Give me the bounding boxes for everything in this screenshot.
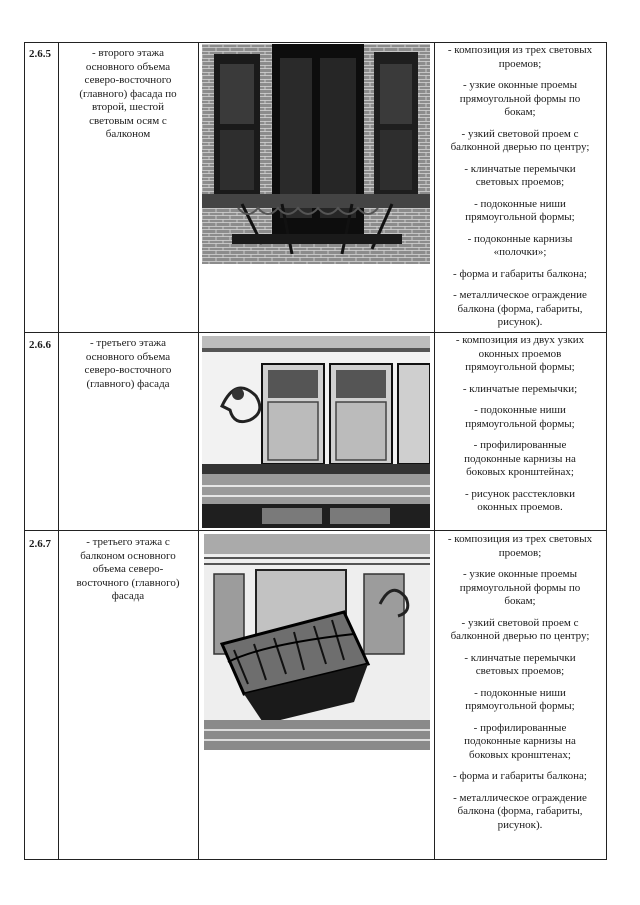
- row-number: 2.6.5: [29, 48, 51, 60]
- list-item: - композиция из трех световых проемов;: [447, 533, 593, 559]
- list-item: - подоконные ниши прямоугольной формы;: [465, 686, 575, 712]
- row-description: - третьего этажа с балконом основного объема северо- восточного (главного) фасада: [76, 536, 180, 602]
- row-features: [436, 334, 604, 523]
- list-item: - подоконные ниши прямоугольной формы;: [465, 404, 575, 430]
- row-description: - второго этажа основного объема северо-восточного (главного) фасада по второй, шестой световым осям с балконом: [79, 47, 177, 140]
- list-item: - металлическое ограждение балкона (форма, габариты, рисунок).: [453, 289, 587, 328]
- list-item: - узкий световой проем с балконной дверью по центру;: [450, 616, 590, 642]
- list-item: - подоконные карнизы «полочки»;: [467, 232, 573, 258]
- list-item: - узкий световой проем с балконной дверью по центру;: [450, 127, 590, 153]
- row-number: 2.6.7: [29, 538, 51, 550]
- balcony-photo: [204, 534, 430, 750]
- row-features: [436, 533, 604, 840]
- list-item: - композиция из двух узких оконных проемов прямоугольной формы;: [455, 334, 585, 373]
- row-number: 2.6.6: [29, 339, 51, 351]
- list-item: - клинчатые перемычки световых проемов;: [464, 651, 576, 677]
- list-item: - металлическое ограждение балкона (форма, габариты, рисунок).: [453, 791, 587, 831]
- list-item: - рисунок расстекловки оконных проемов.: [464, 487, 576, 513]
- list-item: - композиция из трех световых проемов;: [447, 44, 593, 70]
- column-divider-1: [58, 42, 59, 859]
- list-item: - форма и габариты балкона;: [453, 770, 587, 782]
- list-item: - узкие оконные проемы прямоугольной формы по бокам;: [459, 568, 581, 607]
- list-item: - клинчатые перемычки световых проемов;: [464, 162, 576, 188]
- list-item: - форма и габариты балкона;: [453, 267, 587, 280]
- facade-windows-photo: [202, 336, 430, 528]
- list-item: - профилированные подоконные карнизы на боковых кронштейнах;: [464, 439, 576, 478]
- list-item: - профилированные подоконные карнизы на боковых кронштенах;: [464, 721, 576, 761]
- balcony-window-photo: [202, 44, 430, 264]
- list-item: - подоконные ниши прямоугольной формы;: [465, 197, 575, 223]
- row-features: [436, 44, 604, 338]
- list-item: - узкие оконные проемы прямоугольной формы по бокам;: [459, 79, 581, 118]
- column-divider-2: [198, 42, 199, 859]
- row-divider-2: [24, 530, 606, 531]
- list-item: - клинчатые перемычки;: [462, 382, 578, 395]
- row-description: - третьего этажа основного объема северо-восточного (главного) фасада: [84, 337, 172, 390]
- column-divider-3: [434, 42, 435, 859]
